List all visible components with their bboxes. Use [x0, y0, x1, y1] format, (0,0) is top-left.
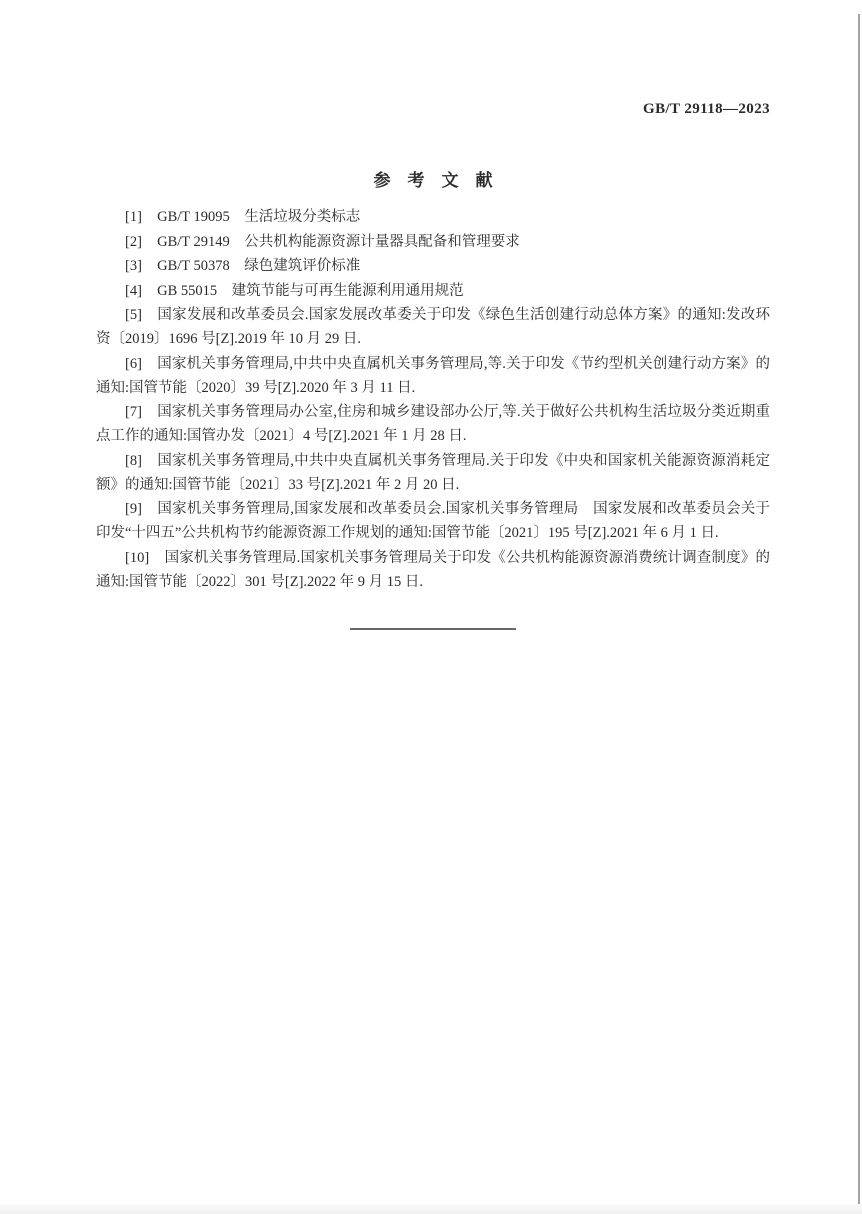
reference-text: GB/T 29149 公共机构能源资源计量器具配备和管理要求: [157, 233, 520, 250]
reference-number: [5]: [125, 307, 142, 323]
reference-item: [96, 449, 770, 497]
scan-page-right-edge: [858, 14, 860, 1204]
reference-text: GB 55015 建筑节能与可再生能源利用通用规范: [157, 282, 464, 299]
reference-number: [10]: [125, 549, 150, 566]
section-title-row: [96, 171, 770, 191]
reference-list: [96, 205, 770, 594]
reference-number: [6]: [125, 355, 142, 372]
standard-code-header: GB/T 29118—2023: [643, 101, 770, 117]
reference-text: 国家机关事务管理局,中共中央直属机关事务管理局.关于印发《中央和国家机关能源资源消耗定额》的通知:国管节能〔2021〕33 号[Z].2021 年 2 月 20 日.: [96, 452, 770, 493]
reference-text: 国家机关事务管理局,国家发展和改革委员会.国家机关事务管理局 国家发展和改革委员会关于印发“十四五”公共机构节约能源资源工作规划的通知:国管节能〔2021〕195 号[Z].2021 年 6 月 1 日.: [96, 501, 770, 541]
scan-page-bottom-edge: [0, 1204, 862, 1214]
reference-item: [96, 400, 770, 448]
reference-item: [96, 352, 770, 400]
end-of-document-rule: [350, 628, 516, 630]
reference-item: [96, 497, 770, 545]
reference-number: [7]: [125, 404, 142, 420]
reference-number: [8]: [125, 452, 142, 469]
reference-item: [96, 205, 770, 229]
reference-text: 国家发展和改革委员会.国家发展改革委关于印发《绿色生活创建行动总体方案》的通知:发改环资〔2019〕1696 号[Z].2019 年 10 月 29 日.: [96, 307, 770, 347]
reference-number: [2]: [125, 233, 142, 250]
page-content: [0, 101, 862, 630]
reference-item: [96, 279, 770, 303]
reference-number: [4]: [125, 282, 142, 299]
reference-item: [96, 546, 770, 594]
reference-item: [96, 254, 770, 278]
reference-number: [9]: [125, 501, 142, 517]
reference-text: 国家机关事务管理局办公室,住房和城乡建设部办公厅,等.关于做好公共机构生活垃圾分类近期重点工作的通知:国管办发〔2021〕4 号[Z].2021 年 1 月 28 日.: [96, 404, 770, 444]
section-title: 参考文献: [373, 171, 510, 190]
reference-text: GB/T 50378 绿色建筑评价标准: [157, 258, 361, 274]
reference-item: [96, 303, 770, 351]
reference-text: 国家机关事务管理局,中共中央直属机关事务管理局,等.关于印发《节约型机关创建行动方案》的通知:国管节能〔2020〕39 号[Z].2020 年 3 月 11 日.: [96, 355, 770, 396]
reference-text: GB/T 19095 生活垃圾分类标志: [157, 209, 361, 225]
reference-number: [1]: [125, 209, 142, 225]
reference-text: 国家机关事务管理局.国家机关事务管理局关于印发《公共机构能源资源消费统计调查制度》的通知:国管节能〔2022〕301 号[Z].2022 年 9 月 15 日.: [96, 549, 770, 590]
reference-number: [3]: [125, 258, 142, 274]
reference-item: [96, 230, 770, 254]
